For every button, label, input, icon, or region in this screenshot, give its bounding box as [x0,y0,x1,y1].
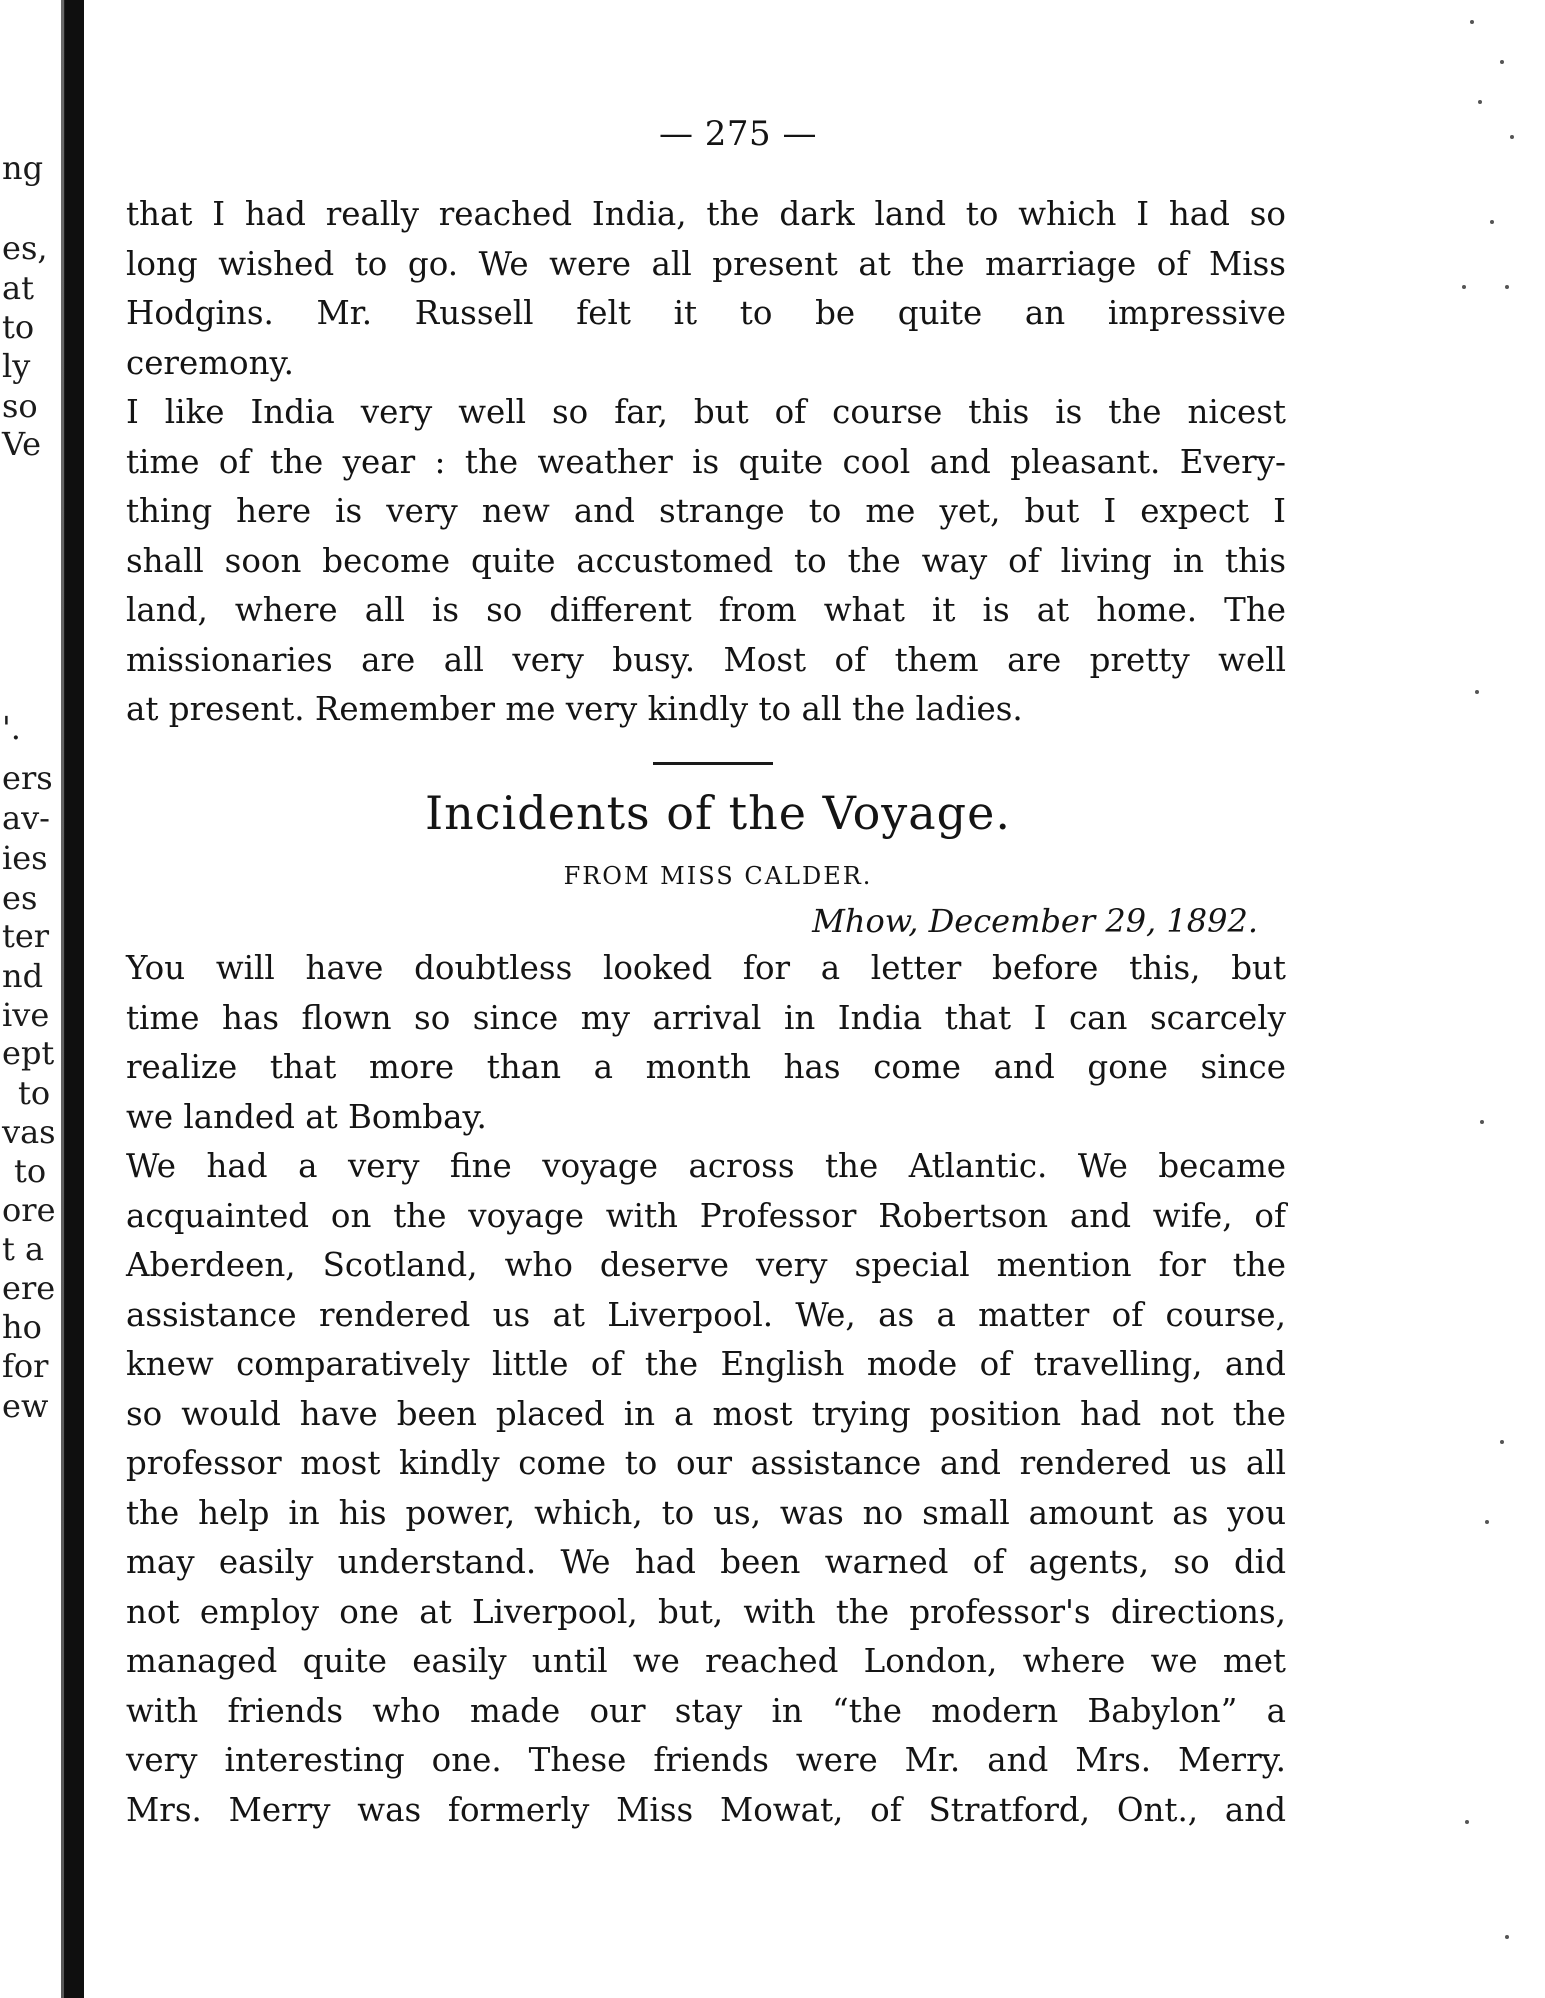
facing-page-fragments [0,0,60,1998]
text-line: I like India very well so far, but of course this is the nicest [126,393,1286,431]
fragment-text: so [2,387,38,425]
text-line: very interesting one. These friends were Mr. and Mrs. Merry. [126,1741,1286,1779]
fragment-text: t a [2,1230,45,1268]
fragment-text: ew [2,1387,49,1425]
text-line: professor most kindly come to our assistance and rendered us all [126,1444,1286,1482]
fragment-text: ho [2,1308,42,1346]
paragraph [126,1142,1286,1835]
fragment-text: ies [2,839,48,877]
text-line: that I had really reached India, the dark land to which I had so [126,195,1286,233]
article-dateline: Mhow, December 29, 1892. [812,902,1258,940]
fragment-text: ept [2,1034,55,1072]
text-line: Hodgins. Mr. Russell felt it to be quite an impressive [126,294,1286,332]
fragment-text: nd [2,957,44,995]
fragment-text: Ve [2,425,42,463]
text-line: Mrs. Merry was formerly Miss Mowat, of Stratford, Ont., and [126,1790,1286,1829]
text-line: Aberdeen, Scotland, who deserve very special mention for the [126,1246,1286,1284]
fragment-text: vas [2,1113,56,1151]
text-line: missionaries are all very busy. Most of them are pretty well [126,640,1286,679]
fragment-text: for [2,1347,49,1385]
fragment-text: ere [2,1269,56,1307]
article-byline: FROM MISS CALDER. [563,862,873,890]
book-binding-gutter [64,0,84,1998]
text-line: assistance rendered us at Liverpool. We, as a matter of course, [126,1295,1286,1334]
fragment-text: to [2,308,35,346]
text-line: with friends who made our stay in “the modern Babylon” a [126,1691,1286,1730]
paragraph [126,944,1286,1142]
fragment-text: av- [2,799,50,837]
text-line: so would have been placed in a most trying position had not the [126,1394,1286,1433]
paragraph [126,388,1286,735]
text-line: long wished to go. We were all present at the marriage of Miss [126,244,1286,283]
text-line: realize that more than a month has come and gone since [126,1048,1286,1086]
text-line: land, where all is so different from what it is at home. The [126,591,1286,629]
page-number: — 275 — [658,114,817,154]
text-line: we landed at Bombay. [126,1097,487,1136]
text-line: the help in his power, which, to us, was no small amount as you [126,1493,1286,1532]
fragment-text: '. [2,709,21,747]
fragment-text: ng [2,149,44,187]
text-line: time of the year : the weather is quite cool and pleasant. Every- [126,442,1286,481]
text-line: not employ one at Liverpool, but, with the professor's directions, [126,1592,1286,1631]
fragment-text: es [2,879,38,917]
text-line: time has flown so since my arrival in India that I can scarcely [126,998,1286,1037]
text-line: We had a very fine voyage across the Atlantic. We became [126,1147,1286,1185]
article-title: Incidents of the Voyage. [425,786,1011,840]
fragment-text: ive [2,996,50,1034]
fragment-text: ers [2,759,53,797]
fragment-text: ore [2,1191,56,1229]
text-line: thing here is very new and strange to me yet, but I expect I [126,492,1286,530]
text-line: acquainted on the voyage with Professor Robertson and wife, of [126,1196,1286,1235]
text-line: You will have doubtless looked for a letter before this, but [126,949,1286,987]
text-line: at present. Remember me very kindly to all the ladies. [126,690,1023,728]
fragment-text: es, [2,229,48,267]
text-line: knew comparatively little of the English mode of travelling, and [126,1345,1286,1383]
text-line: shall soon become quite accustomed to the way of living in this [126,541,1286,580]
section-divider [653,762,773,765]
text-line: managed quite easily until we reached London, where we met [126,1642,1286,1680]
text-line: ceremony. [126,343,294,382]
paragraph-continuation [126,190,1286,388]
fragment-text: ly [2,347,31,385]
fragment-text: at [2,269,34,307]
fragment-text: to [18,1074,51,1112]
fragment-text: ter [2,917,50,955]
document-page [118,106,1298,1986]
text-line: may easily understand. We had been warned of agents, so did [126,1543,1286,1581]
fragment-text: to [14,1152,47,1190]
